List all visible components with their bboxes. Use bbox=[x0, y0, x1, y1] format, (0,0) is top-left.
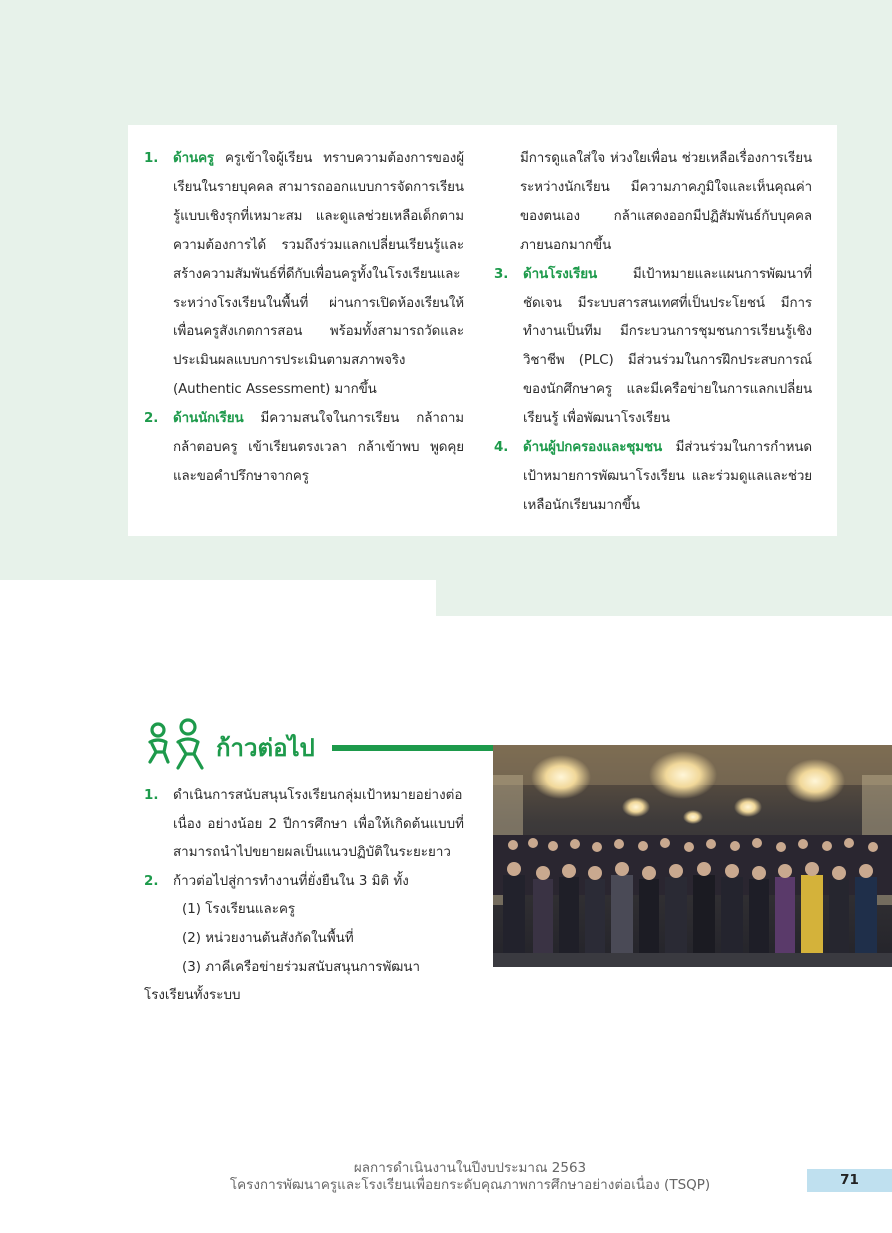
next-steps-heading bbox=[144, 718, 464, 774]
item-title: ด้านครู bbox=[173, 151, 215, 166]
item-title: ด้านผู้ปกครองและชุมชน bbox=[523, 440, 663, 456]
item-text: ก้าวต่อไปสู่การทำงานที่ยั่งยืนใน 3 มิติ ทั้ง bbox=[173, 873, 409, 889]
list-item-teacher bbox=[144, 145, 464, 405]
page-number: 71 bbox=[807, 1169, 892, 1192]
event-group-photo bbox=[493, 745, 892, 967]
item-text: มีความสนใจในการเรียน กล้าถาม กล้าตอบครู เข้าเรียนตรงเวลา กล้าเข้าพบ พูดคุย และขอคำปรึกษาจากครู bbox=[173, 411, 464, 484]
item-title: ด้านโรงเรียน bbox=[523, 266, 598, 282]
page-footer bbox=[150, 1160, 790, 1194]
section-title: ก้าวต่อไป bbox=[216, 734, 315, 762]
results-right-column bbox=[494, 145, 812, 521]
item-text: มีส่วนร่วมในการกำหนดเป้าหมายการพัฒนาโรงเรียน และร่วมดูแลและช่วยเหลือนักเรียนมากขึ้น bbox=[523, 440, 812, 513]
list-item-student bbox=[144, 405, 464, 492]
item-number: 1. bbox=[144, 788, 159, 803]
item-number: 1. bbox=[144, 151, 159, 166]
item-continuation: มีการดูแลใส่ใจ ห่วงใยเพื่อน ช่วยเหลือเรื่องการเรียนระหว่างนักเรียน มีความภาคภูมิใจและเห็นคุณค่าของตนเอง กล้าแสดงออกมีปฏิสัมพันธ์กับบุคคลภายนอกมากขึ้น bbox=[520, 151, 812, 253]
list-item bbox=[144, 868, 464, 897]
list-item-community bbox=[494, 434, 812, 521]
footer-line-1: ผลการดำเนินงานในปีงบประมาณ 2563 bbox=[353, 1160, 587, 1176]
item-text: ดำเนินการสนับสนุนโรงเรียนกลุ่มเป้าหมายอย่างต่อเนื่อง อย่างน้อย 2 ปีการศึกษา เพื่อให้เกิดต้นแบบที่สามารถนำไปขยายผลเป็นแนวปฏิบัติในระยะยาว bbox=[173, 788, 464, 861]
item-number: 2. bbox=[144, 873, 159, 889]
item-number: 2. bbox=[144, 411, 159, 427]
list-item-school bbox=[494, 261, 812, 434]
sub-item: (3) ภาคีเครือข่ายร่วมสนับสนุนการพัฒนาโรงเรียนทั้งระบบ bbox=[144, 959, 421, 1004]
item-number: 4. bbox=[494, 440, 509, 456]
band-notch bbox=[436, 580, 892, 616]
item-text: ครูเข้าใจผู้เรียน ทราบความต้องการของผู้เรียนในรายบุคคล สามารถออกแบบการจัดการเรียนรู้แบบเชิงรุกที่เหมาะสม และดูแลช่วยเหลือเด็กตามความต้องการได้ รวมถึงร่วมแลกเปลี่ยนเรียนรู้และสร้างความสัมพันธ์ที่ดีกับเพื่อนครูทั้งในโรงเรียนและระหว่างโรงเรียนในพื้นที่ ผ่านการเปิดห้องเรียนให้เพื่อนครูสังเกตการสอน พร้อมทั้งสามารถวัดและประเมินผลแบบการประเมินตามสภาพจริง (Authentic Assessment) มากขึ้น bbox=[173, 151, 464, 398]
sub-item: (2) หน่วยงานต้นสังกัดในพื้นที่ bbox=[182, 930, 354, 946]
footer-line-2: โครงการพัฒนาครูและโรงเรียนเพื่อยกระดับคุณภาพการศึกษาอย่างต่อเนื่อง (TSQP) bbox=[229, 1177, 711, 1193]
results-left-column bbox=[144, 145, 464, 492]
item-number: 3. bbox=[494, 266, 509, 282]
people-icon bbox=[144, 718, 212, 774]
item-title: ด้านนักเรียน bbox=[173, 411, 244, 427]
sub-item: (1) โรงเรียนและครู bbox=[182, 902, 296, 918]
list-item bbox=[144, 782, 464, 868]
item-text: มีเป้าหมายและแผนการพัฒนาที่ชัดเจน มีระบบสารสนเทศที่เป็นประโยชน์ มีการทำงานเป็นทีม มีกระบวนการชุมชนการเรียนรู้เชิงวิชาชีพ (PLC) มีส่วนร่วมในการฝึกประสบการณ์ของนักศึกษาครู และมีเครือข่ายในการแลกเปลี่ยนเรียนรู้ เพื่อพัฒนาโรงเรียน bbox=[523, 266, 812, 427]
next-steps-list bbox=[144, 782, 464, 1011]
